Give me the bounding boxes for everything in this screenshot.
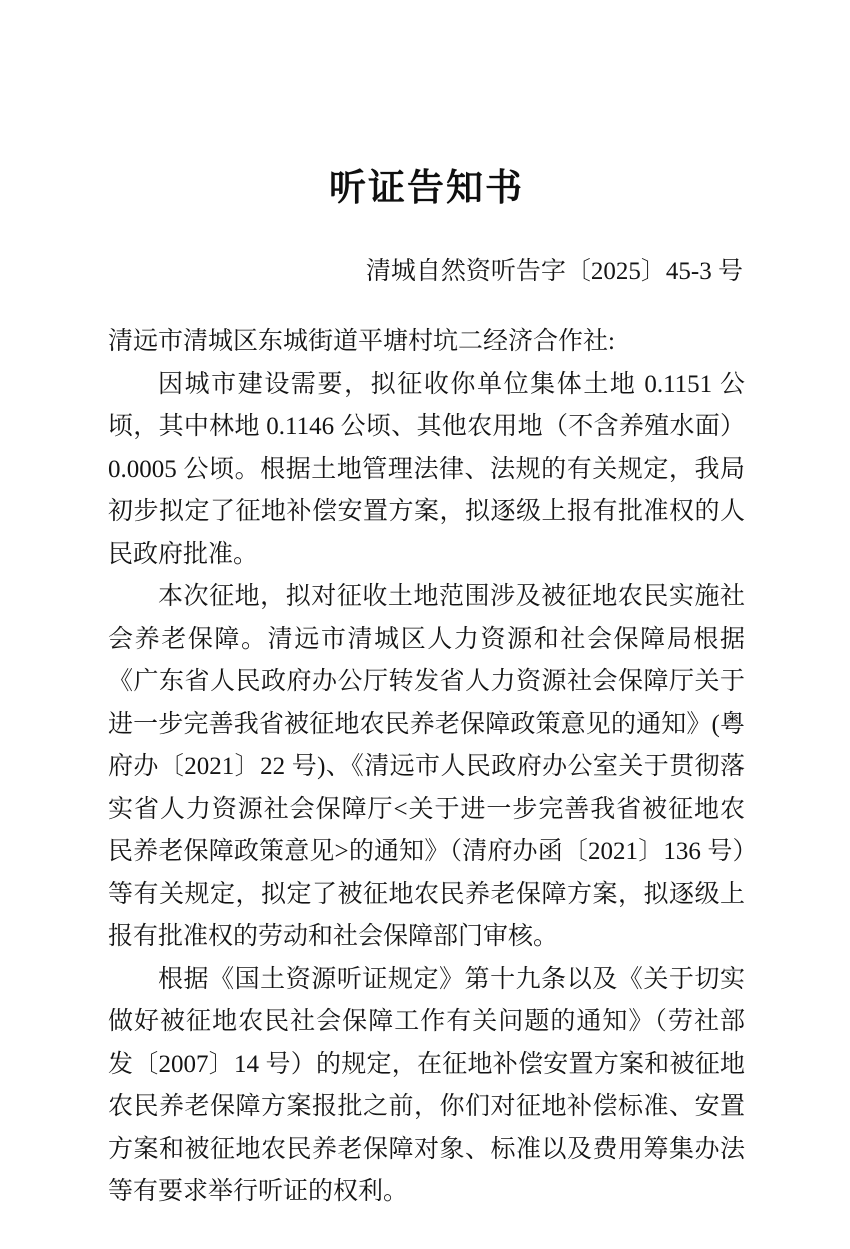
paragraph-land-acquisition: 因城市建设需要，拟征收你单位集体土地 0.1151 公顷，其中林地 0.1146 公顷、其他农用地（不含养殖水面）0.0005 公顷。根据土地管理法律、法规的有关规定，我局初步拟定了征地补偿安置方案，拟逐级上报有批准权的人民政府批准。 (108, 370, 745, 568)
paragraph-social-security: 本次征地，拟对征收土地范围涉及被征地农民实施社会养老保障。清远市清城区人力资源和社会保障局根据《广东省人民政府办公厅转发省人力资源社会保障厅关于进一步完善我省被征地农民养老保障政策意见的通知》(粤府办〔2021〕22 号)、《清远市人民政府办公室关于贯彻落实省人力资源社会保障厅<关于进一步完善我省被征地农民养老保障政策意见>的通知》（清府办函〔2021〕136 号）等有关规定，拟定了被征地农民养老保障方案，拟逐级上报有批准权的劳动和社会保障部门审核。 (108, 583, 745, 951)
salutation: 清远市清城区东城街道平塘村坑二经济合作社: (108, 328, 615, 356)
paragraph-hearing-rights: 根据《国土资源听证规定》第十九条以及《关于切实做好被征地农民社会保障工作有关问题的通知》（劳社部发〔2007〕14 号）的规定，在征地补偿安置方案和被征地农民养老保障方案报批之前，你们对征地补偿标准、安置方案和被征地农民养老保障对象、标准以及费用筹集办法等有要求举行听证的权利。 (108, 965, 745, 1206)
document-number: 清城自然资听告字〔2025〕45-3 号 (365, 258, 743, 286)
document-body (108, 321, 745, 1214)
document-title: 听证告知书 (329, 168, 524, 209)
